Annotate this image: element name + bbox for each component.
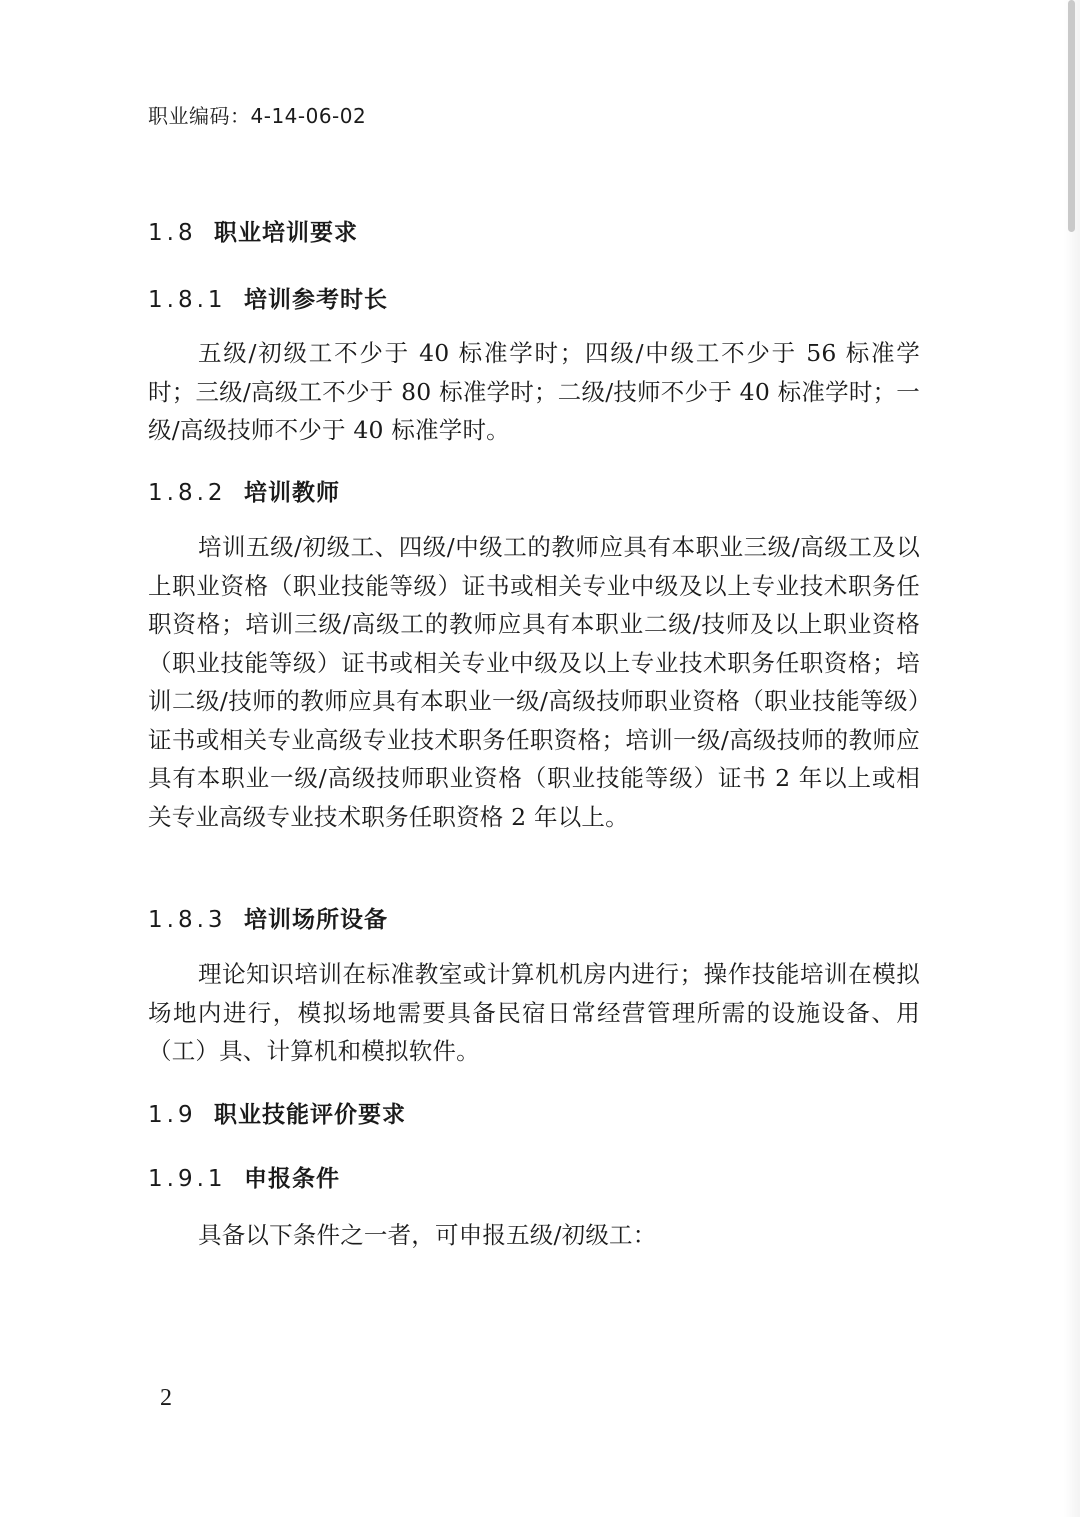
section-number: 1.8.3	[148, 907, 227, 933]
section-heading-1-8	[148, 214, 358, 247]
section-number: 1.9	[148, 1102, 197, 1128]
section-heading-1-9-1	[148, 1160, 340, 1193]
paragraph-training-hours: 五级/初级工不少于 40 标准学时；四级/中级工不少于 56 标准学时；三级/高级工不少于 80 标准学时；二级/技师不少于 40 标准学时；一级/高级技师不少于 40 标准学时。	[148, 339, 920, 444]
paragraph-application-conditions: 具备以下条件之一者，可申报五级/初级工：	[198, 1221, 657, 1249]
section-title: 培训场所设备	[244, 907, 388, 933]
section-number: 1.9.1	[148, 1166, 227, 1192]
section-number: 1.8	[148, 220, 197, 246]
section-title: 培训教师	[244, 480, 340, 506]
scrollbar-thumb[interactable]	[1068, 0, 1075, 232]
occupation-code: 职业编码：4-14-06-02	[148, 104, 367, 128]
section-title: 职业技能评价要求	[214, 1102, 406, 1128]
section-title: 培训参考时长	[244, 287, 388, 313]
paragraph-training-facilities: 理论知识培训在标准教室或计算机机房内进行；操作技能培训在模拟场地内进行，模拟场地需要具备民宿日常经营管理所需的设施设备、用（工）具、计算机和模拟软件。	[148, 960, 920, 1065]
section-heading-1-8-3	[148, 901, 388, 934]
section-title: 申报条件	[244, 1166, 340, 1192]
paragraph-training-teachers: 培训五级/初级工、四级/中级工的教师应具有本职业三级/高级工及以上职业资格（职业技能等级）证书或相关专业中级及以上专业技术职务任职资格；培训三级/高级工的教师应具有本职业二级/技师及以上职业资格（职业技能等级）证书或相关专业中级及以上专业技术职务任职资格；培训二级/技师的教师应具有本职业一级/高级技师职业资格（职业技能等级）证书或相关专业高级专业技术职务任职资格；培训一级/高级技师的教师应具有本职业一级/高级技师职业资格（职业技能等级）证书 2 年以上或相关专业高级专业技术职务任职资格 2 年以上。	[148, 533, 920, 831]
section-heading-1-8-2	[148, 474, 340, 507]
section-title: 职业培训要求	[214, 220, 358, 246]
scrollbar[interactable]	[1064, 0, 1080, 1517]
page-number: 2	[160, 1385, 172, 1411]
section-heading-1-9	[148, 1096, 406, 1129]
section-number: 1.8.2	[148, 480, 227, 506]
section-number: 1.8.1	[148, 287, 227, 313]
section-heading-1-8-1	[148, 281, 388, 314]
